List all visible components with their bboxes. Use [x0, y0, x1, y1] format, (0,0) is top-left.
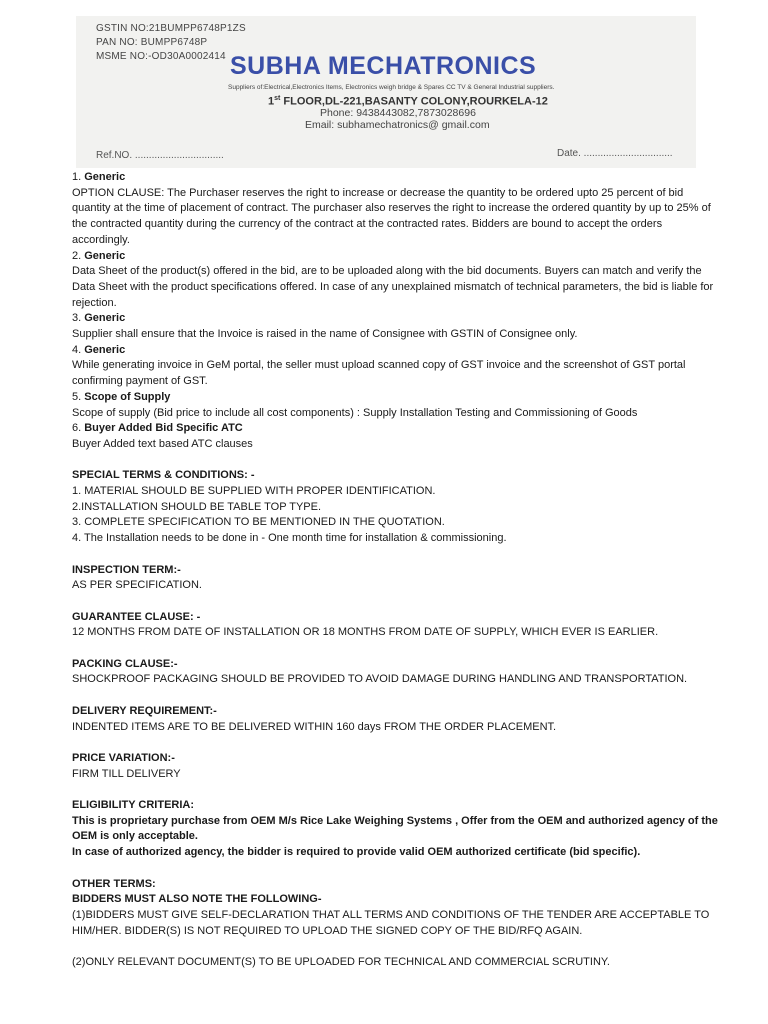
clause-text: Supplier shall ensure that the Invoice is raised in the name of Consignee with GSTIN of Consignee only. [72, 328, 578, 341]
price-variation-text: FIRM TILL DELIVERY [72, 767, 181, 780]
inspection-text: AS PER SPECIFICATION. [72, 579, 202, 592]
document-body [72, 170, 722, 971]
special-term-item: 2.INSTALLATION SHOULD BE TABLE TOP TYPE. [72, 500, 322, 513]
guarantee-text: 12 MONTHS FROM DATE OF INSTALLATION OR 18 MONTHS FROM DATE OF SUPPLY, WHICH EVER IS EARLIER. [72, 626, 659, 639]
eligibility-heading: ELIGIBILITY CRITERIA: [72, 799, 195, 812]
clause-heading: 6. Buyer Added Bid Specific ATC [72, 422, 243, 435]
company-name: SUBHA MECHATRONICS [230, 52, 537, 80]
gstin-number: GSTIN NO:21BUMPP6748P1ZS [96, 23, 246, 34]
clause-text: OPTION CLAUSE: The Purchaser reserves the right to increase or decrease the quantity to be ordered upto 25 percent of bid quantity at the time of placement of contract. The purchaser also reserves the right to increase the ordered quantity by up to 25% of the contracted quantity during the currency of the contract at the contracted rates. Bidders are bound to accept the orders accordingly. [72, 186, 711, 246]
company-email: Email: subhamechatronics@ gmail.com [305, 119, 490, 131]
address-text: FLOOR,DL-221,BASANTY COLONY,ROURKELA-12 [280, 95, 548, 108]
packing-heading: PACKING CLAUSE:- [72, 657, 178, 670]
company-address [268, 95, 548, 108]
clause-text: Buyer Added text based ATC clauses [72, 437, 253, 450]
other-terms-subheading: BIDDERS MUST ALSO NOTE THE FOLLOWING- [72, 893, 322, 906]
address-superscript: st [274, 95, 281, 102]
price-variation-heading: PRICE VARIATION:- [72, 751, 175, 764]
clause-heading: 5. Scope of Supply [72, 390, 171, 403]
clause-heading: 3. Generic [72, 312, 126, 325]
company-tagline: Suppliers of:Electrical,Electronics Items, Electronics weigh bridge & Spares CC TV & General Industrial suppliers. [228, 84, 555, 91]
special-terms-heading: SPECIAL TERMS & CONDITIONS: - [72, 469, 255, 482]
eligibility-text: This is proprietary purchase from OEM M/s Rice Lake Weighing Systems , Offer from the OEM and authorized agency of the OEM is only acceptable. [72, 814, 718, 843]
clause-heading: 2. Generic [72, 249, 126, 262]
packing-text: SHOCKPROOF PACKAGING SHOULD BE PROVIDED TO AVOID DAMAGE DURING HANDLING AND TRANSPORTATION. [72, 673, 688, 686]
special-term-item: 3. COMPLETE SPECIFICATION TO BE MENTIONED IN THE QUOTATION. [72, 516, 445, 529]
clause-text: Scope of supply (Bid price to include all cost components) : Supply Installation Testing and Commissioning of Goods [72, 406, 638, 419]
reference-number: Ref.NO. ................................ [96, 150, 224, 161]
pan-number: PAN NO: BUMPP6748P [96, 37, 208, 48]
other-terms-heading: OTHER TERMS: [72, 877, 156, 890]
other-terms-item: (1)BIDDERS MUST GIVE SELF-DECLARATION THAT ALL TERMS AND CONDITIONS OF THE TENDER ARE ACCEPTABLE TO HIM/HER. BIDDER(S) IS NOT REQUIRED TO UPLOAD THE SIGNED COPY OF THE BID/RFQ AGAIN. [72, 908, 710, 937]
guarantee-heading: GUARANTEE CLAUSE: - [72, 610, 201, 623]
delivery-text: INDENTED ITEMS ARE TO BE DELIVERED WITHIN 160 days FROM THE ORDER PLACEMENT. [72, 720, 557, 733]
clause-heading: 4. Generic [72, 343, 126, 356]
address-floor: 1 [268, 95, 275, 108]
clause-text: Data Sheet of the product(s) offered in the bid, are to be uploaded along with the bid documents. Buyers can match and verify the Data Sheet with the product specifications offered. In case of any unexplained mismatch of technical parameters, the bid is liable for rejection. [72, 265, 714, 309]
clause-heading: 1. Generic [72, 171, 126, 183]
eligibility-text: In case of authorized agency, the bidder is required to provide valid OEM authorized certificate (bid specific). [72, 846, 641, 859]
msme-number: MSME NO:-OD30A0002414 [96, 51, 226, 62]
clause-text: While generating invoice in GeM portal, the seller must upload scanned copy of GST invoice and the screenshot of GST portal confirming payment of GST. [72, 359, 686, 388]
inspection-heading: INSPECTION TERM:- [72, 563, 181, 576]
letter-date: Date. ................................ [557, 148, 673, 159]
other-terms-item: (2)ONLY RELEVANT DOCUMENT(S) TO BE UPLOADED FOR TECHNICAL AND COMMERCIAL SCRUTINY. [72, 956, 610, 969]
special-term-item: 4. The Installation needs to be done in - One month time for installation & commissioning. [72, 532, 507, 545]
delivery-heading: DELIVERY REQUIREMENT:- [72, 704, 217, 717]
special-term-item: 1. MATERIAL SHOULD BE SUPPLIED WITH PROPER IDENTIFICATION. [72, 485, 436, 498]
company-phone: Phone: 9438443082,7873028696 [320, 107, 476, 119]
